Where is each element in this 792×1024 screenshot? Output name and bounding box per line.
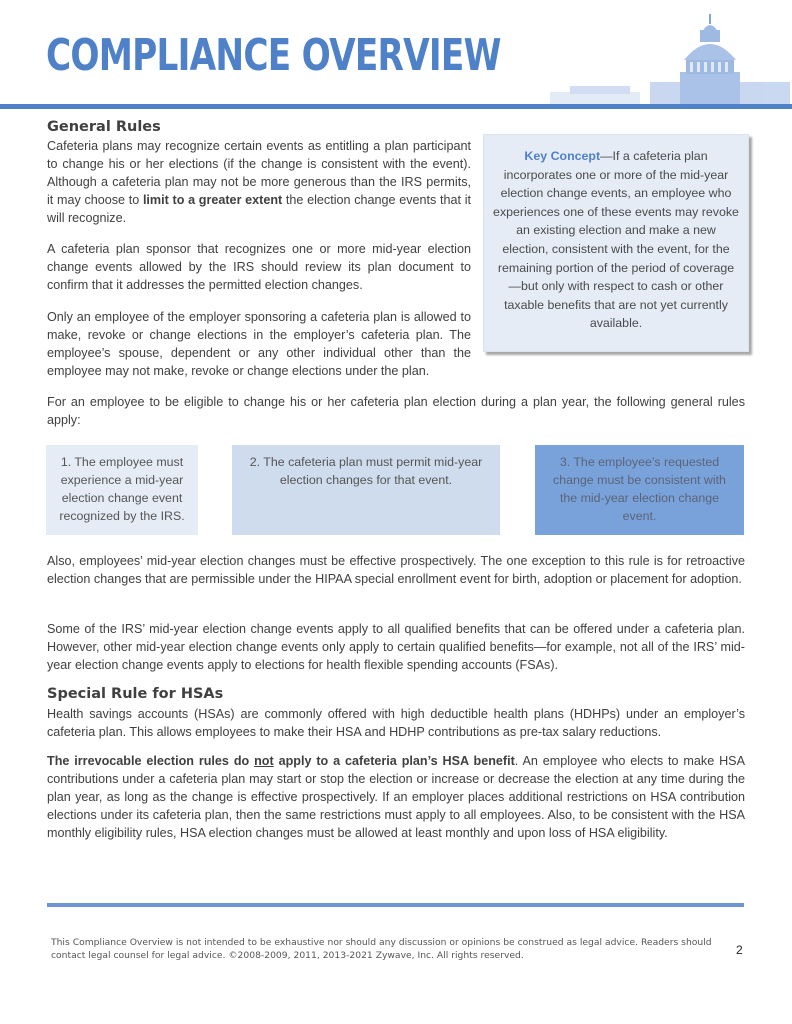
key-concept-callout	[483, 134, 749, 352]
section-heading-general-rules: General Rules	[47, 119, 161, 135]
footer-divider	[47, 903, 744, 907]
general-rules-paragraph-3: Only an employee of the employer sponsoring a cafeteria plan is allowed to make, revoke or change elections in the employer’s cafeteria plan. The employee’s spouse, dependent or any other individual other than the employee may not make, revoke or change elections under the plan.	[47, 310, 471, 378]
text: apply to a cafeteria plan’s HSA benefit	[273, 754, 515, 768]
rule-box-3: 3. The employee’s requested change must be consistent with the mid-year election change event.	[535, 445, 744, 535]
bold-text	[47, 754, 515, 768]
text: the election change events that it will recognize.	[47, 193, 471, 225]
rule-box-2: 2. The cafeteria plan must permit mid-year election changes for that event.	[232, 445, 500, 535]
page-title: COMPLIANCE OVERVIEW	[46, 30, 501, 81]
text: The irrevocable election rules do	[47, 754, 255, 768]
header-divider	[0, 104, 792, 109]
general-rules-paragraph-4: For an employee to be eligible to change his or her cafeteria plan election during a plan year, the following general rules apply:	[47, 395, 745, 427]
hsa-paragraph-2	[47, 752, 745, 842]
text: Cafeteria plans may recognize certain events as entitling a plan participant to change his or her elections (if the change is consistent with the event). Although a cafeteria plan may not be more generous than the IRS permits, it may choose to	[47, 139, 471, 207]
general-rules-paragraph-2: A cafeteria plan sponsor that recognizes one or more mid-year election change events allowed by the IRS should review its plan document to confirm that it addresses the permitted election changes.	[47, 242, 471, 292]
rule-box-1: 1. The employee must experience a mid-year election change event recognized by the IRS.	[46, 445, 198, 535]
key-concept-text: —If a cafeteria plan incorporates one or more of the mid-year election change events, an employee who experiences one of these events may revoke an existing election and make a new election, consistent with the event, for the remaining portion of the period of coverage—but only with respect to cash or other taxable benefits that are not yet currently available.	[493, 149, 739, 331]
capitol-building-icon	[550, 10, 792, 106]
bold-text: limit to a greater extent	[142, 193, 283, 207]
key-concept-label: Key Concept	[524, 149, 601, 163]
page-header	[0, 0, 792, 112]
underlined-text: not	[254, 754, 274, 768]
qualified-benefits-paragraph: Some of the IRS’ mid-year election change events apply to all qualified benefits that can be offered under a cafeteria plan. However, other mid-year election change events only apply to certain qualified benefits—for example, not all of the IRS’ mid-year election change events apply to elections for health flexible spending accounts (FSAs).	[47, 622, 745, 672]
section-heading-hsa: Special Rule for HSAs	[47, 686, 224, 702]
page-number: 2	[736, 943, 743, 957]
prospective-paragraph: Also, employees’ mid-year election changes must be effective prospectively. The one exception to this rule is for retroactive election changes that are permissible under the HIPAA special enrollment event for birth, adoption or placement for adoption.	[47, 554, 745, 586]
footer-disclaimer: This Compliance Overview is not intended to be exhaustive nor should any discussion or opinions be construed as legal advice. Readers should contact legal counsel for legal advice. ©2008-2009, 2011, 2013-2021 Zywave, Inc. All rights reserved.	[51, 937, 712, 961]
general-rules-paragraph-1	[47, 137, 471, 227]
text: . An employee who elects to make HSA contributions under a cafeteria plan may start or stop the election or increase or decrease the election at any time during the plan year, as long as the change is effective prospectively. If an employer places additional restrictions on HSA contribution elections under its cafeteria plan, then the same restrictions must apply to all employees. Also, to be consistent with the HSA monthly eligibility rules, HSA election changes must be allowed at least monthly and upon loss of HSA eligibility.	[47, 754, 745, 840]
hsa-paragraph-1: Health savings accounts (HSAs) are commonly offered with high deductible health plans (HDHPs) under an employer’s cafeteria plan. This allows employees to make their HSA and HDHP contributions as pre-tax salary reductions.	[47, 707, 745, 739]
